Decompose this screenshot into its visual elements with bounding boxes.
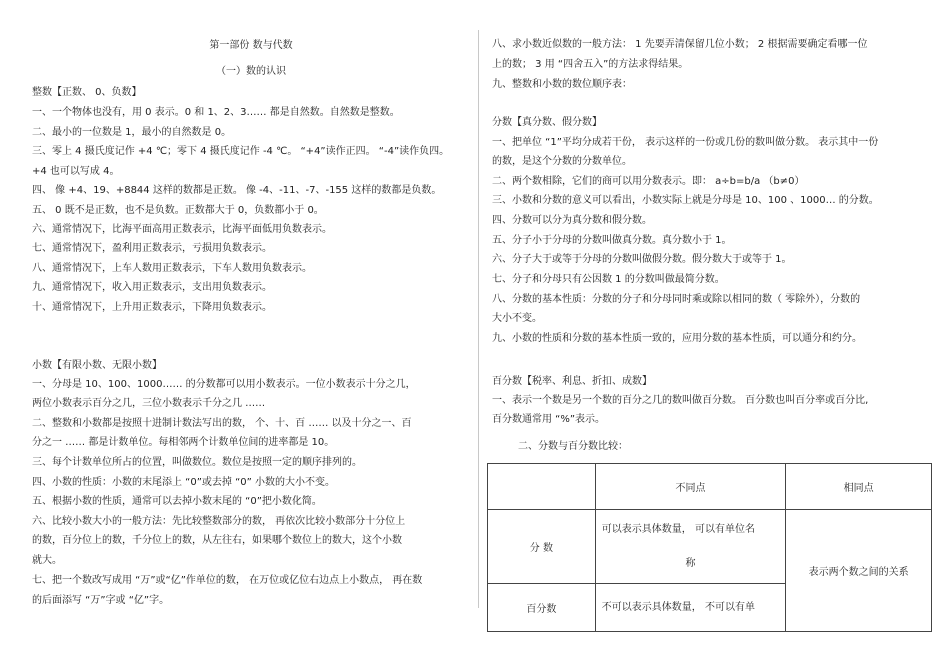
fractions-line: 四、分数可以分为真分数和假分数。	[492, 215, 652, 226]
difference-text: 称	[685, 557, 696, 569]
integers-line: 六、通常情况下，比海平面高用正数表示，比海平面低用负数表示。	[32, 224, 332, 235]
fractions-line: 七、分子和分母只有公因数 1 的分数叫做最简分数。	[492, 274, 725, 285]
integers-line: 九、通常情况下，收入用正数表示，支出用负数表示。	[32, 282, 272, 293]
decimals-line: 两位小数表示百分之几，三位小数表示千分之几 ……	[32, 398, 266, 409]
fractions-line: 六、分子大于或等于分母的分数叫做假分数。假分数大于或等于 1。	[492, 254, 792, 265]
decimals-line: 九、整数和小数的数位顺序表：	[492, 79, 632, 90]
integers-line: 五、 0 既不是正数，也不是负数。正数都大于 0，负数都小于 0。	[32, 205, 324, 216]
row-name-cell: 分 数	[488, 510, 596, 584]
decimals-line: 二、整数和小数都是按照十进制计数法写出的数， 个、十、百 …… 以及十分之一、百	[32, 418, 412, 429]
percent-line: 百分数通常用 “%”表示。	[492, 414, 606, 425]
fractions-line: 一、把单位 “1”平均分成若干份， 表示这样的一份或几份的数叫做分数。 表示其中一份	[492, 137, 879, 148]
fractions-line: 的数，是这个分数的分数单位。	[492, 156, 632, 167]
column-divider	[478, 30, 479, 608]
decimals-line: 三、每个计数单位所占的位置，叫做数位。数位是按照一定的顺序排列的。	[32, 457, 362, 468]
fractions-line: 八、分数的基本性质：分数的分子和分母同时乘或除以相同的数（ 零除外），分数的	[492, 294, 861, 305]
integers-line: 二、最小的一位数是 1，最小的自然数是 0。	[32, 127, 232, 138]
percent-line: 一、表示一个数是另一个数的百分之几的数叫做百分数。 百分数也叫百分率或百分比,	[492, 395, 869, 406]
decimals-line: 的后面添写 “万”字或 “亿”字。	[32, 595, 170, 606]
table-header-cell: 不同点	[595, 464, 786, 510]
integers-line: +4 也可以写成 4。	[32, 166, 120, 177]
difference-cell	[595, 510, 786, 584]
integers-line: 七、通常情况下，盈利用正数表示，亏损用负数表示。	[32, 243, 272, 254]
compare-title: 二、分数与百分数比较：	[518, 441, 628, 452]
part-title: 第一部份 数与代数	[209, 40, 293, 51]
difference-text: 可以表示具体数量， 可以有单位名	[601, 523, 755, 535]
section-title: （一）数的认识	[216, 66, 286, 77]
integers-line: 四、 像 +4、19、+8844 这样的数都是正数。 像 -4、-11、-7、-155 这样的数都是负数。	[32, 185, 442, 196]
fractions-heading: 分数【真分数、假分数】	[492, 117, 602, 128]
decimals-line: 上的数； 3 用 “四舍五入”的方法求得结果。	[492, 59, 689, 70]
decimals-line: 就大。	[32, 555, 62, 566]
decimals-line: 分之一 …… 都是计数单位。每相邻两个计数单位间的进率都是 10。	[32, 437, 335, 448]
integers-line: 一、一个物体也没有，用 0 表示。0 和 1、2、3…… 都是自然数。自然数是整数。	[32, 107, 400, 118]
fractions-line: 大小不变。	[492, 313, 542, 324]
similarity-cell: 表示两个数之间的关系	[786, 510, 932, 632]
percent-heading: 百分数【税率、利息、折扣、成数】	[492, 376, 652, 387]
fractions-line: 五、分子小于分母的分数叫做真分数。真分数小于 1。	[492, 235, 732, 246]
decimals-line: 一、分母是 10、100、1000…… 的分数都可以用小数表示。一位小数表示十分之几，	[32, 379, 416, 390]
table-header-cell	[488, 464, 596, 510]
decimals-line: 七、把一个数改写成用 “万”或“亿”作单位的数， 在万位或亿位右边点上小数点， 再在数	[32, 575, 423, 586]
difference-cell	[595, 584, 786, 632]
row-name-cell: 百分数	[488, 584, 596, 632]
table-row	[488, 510, 932, 584]
table-header-cell: 相同点	[786, 464, 932, 510]
decimals-heading: 小数【有限小数、无限小数】	[32, 360, 162, 371]
decimals-line: 八、求小数近似数的一般方法： 1 先要弄清保留几位小数； 2 根据需要确定看哪一位	[492, 39, 868, 50]
decimals-line: 五、根据小数的性质，通常可以去掉小数末尾的 “0”把小数化简。	[32, 496, 322, 507]
integers-line: 八、通常情况下，上车人数用正数表示，下车人数用负数表示。	[32, 263, 312, 274]
table-header-row	[488, 464, 932, 510]
fractions-line: 九、小数的性质和分数的基本性质一致的，应用分数的基本性质，可以通分和约分。	[492, 333, 862, 344]
integers-heading: 整数【正数、 0、负数】	[32, 87, 142, 98]
integers-line: 十、通常情况下，上升用正数表示，下降用负数表示。	[32, 302, 272, 313]
decimals-line: 的数，百分位上的数，千分位上的数，从左往右，如果哪个数位上的数大，这个小数	[32, 535, 402, 546]
decimals-line: 六、比较小数大小的一般方法：先比较整数部分的数， 再依次比较小数部分十分位上	[32, 516, 406, 527]
decimals-line: 四、小数的性质：小数的末尾添上 “0”或去掉 “0” 小数的大小不变。	[32, 477, 335, 488]
integers-line: 三、零上 4 摄氏度记作 +4 ℃；零下 4 摄氏度记作 -4 ℃。 “+4”读作正四。 “-4”读作负四。	[32, 146, 450, 157]
difference-text: 不可以表示具体数量， 不可以有单	[601, 601, 755, 613]
fractions-line: 三、小数和分数的意义可以看出，小数实际上就是分母是 10、100 、1000… 的分数。	[492, 195, 879, 206]
comparison-table	[487, 463, 932, 632]
fractions-line: 二、两个数相除，它们的商可以用分数表示。即： a÷b=b/a （b≠0）	[492, 176, 805, 187]
